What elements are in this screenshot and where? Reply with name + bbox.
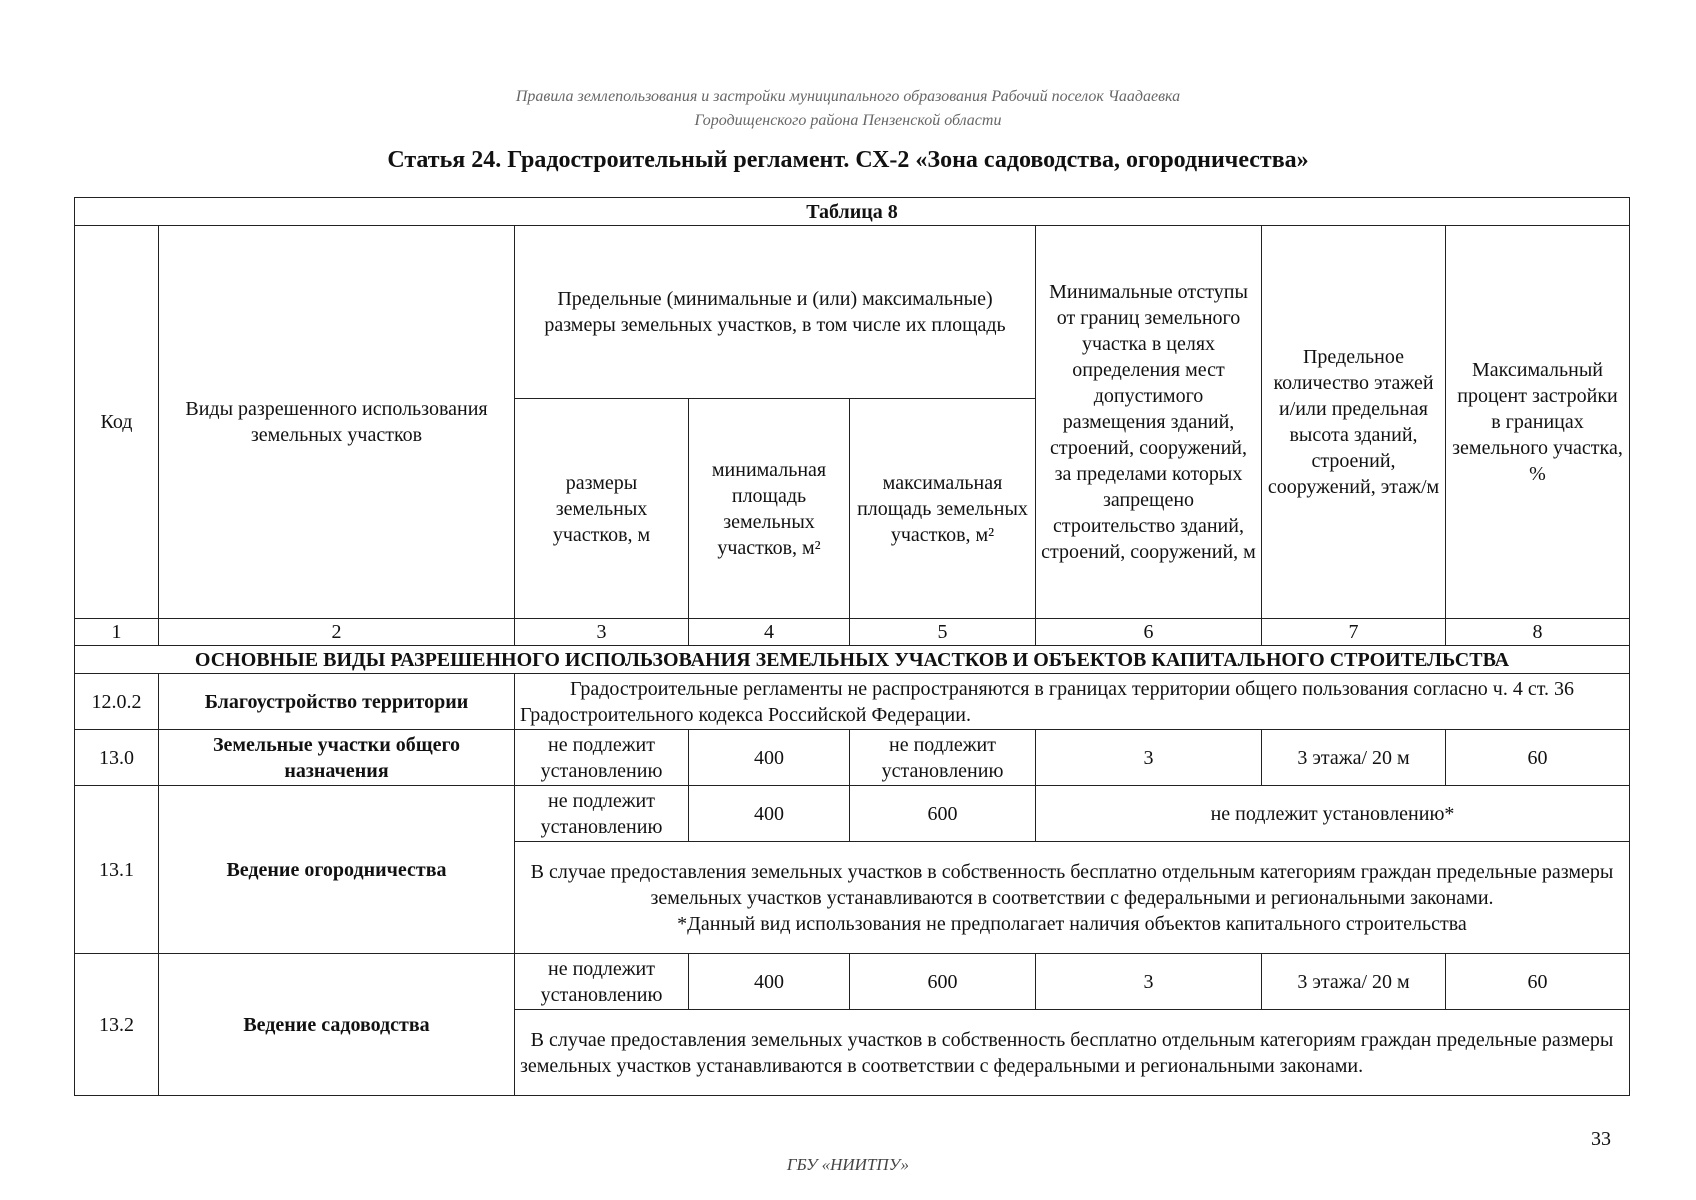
column-number: 2	[159, 619, 515, 646]
row-merged-value: не подлежит установлению*	[1036, 786, 1630, 842]
row-sizes: не подлежит установлению	[515, 954, 689, 1010]
row-max-area: 600	[850, 786, 1036, 842]
section-title: ОСНОВНЫЕ ВИДЫ РАЗРЕШЕННОГО ИСПОЛЬЗОВАНИЯ ЗЕМЕЛЬНЫХ УЧАСТКОВ И ОБЪЕКТОВ КАПИТАЛЬНОГО СТРОИТЕЛЬСТВА	[75, 646, 1630, 674]
row-code: 13.1	[75, 786, 159, 954]
page-number: 33	[1591, 1128, 1611, 1150]
section-row	[75, 646, 1630, 674]
header-sizes: размеры земельных участков, м	[515, 399, 689, 619]
row-coverage: 60	[1446, 954, 1630, 1010]
column-number: 3	[515, 619, 689, 646]
table-row	[75, 730, 1630, 786]
header-row	[75, 226, 1630, 399]
row-min-area: 400	[689, 954, 850, 1010]
header-min-area: минимальная площадь земельных участков, м²	[689, 399, 850, 619]
header-floors: Предельное количество этажей и/или предельная высота зданий, строений, сооружений, этаж/м	[1262, 226, 1446, 619]
column-number: 4	[689, 619, 850, 646]
row-use-name: Благоустройство территории	[159, 674, 515, 730]
row-code: 12.0.2	[75, 674, 159, 730]
column-number: 7	[1262, 619, 1446, 646]
column-numbers-row	[75, 619, 1630, 646]
header-max-area: максимальная площадь земельных участков, м²	[850, 399, 1036, 619]
running-header-line-2: Городищенского района Пензенской области	[694, 112, 1002, 129]
column-number: 8	[1446, 619, 1630, 646]
row-use-name: Земельные участки общего назначения	[159, 730, 515, 786]
row-min-area: 400	[689, 730, 850, 786]
row-use-name: Ведение садоводства	[159, 954, 515, 1096]
header-use-types: Виды разрешенного использования земельных участков	[159, 226, 515, 619]
row-footnote-text: *Данный вид использования не предполагает наличия объектов капитального строительства	[677, 912, 1467, 935]
row-code: 13.0	[75, 730, 159, 786]
row-note: В случае предоставления земельных участков в собственность бесплатно отдельным категориям граждан предельные размеры земельных участков устанавливаются в соответствии с федеральными и региональными законами.	[515, 1010, 1630, 1096]
row-max-area: не подлежит установлению	[850, 730, 1036, 786]
row-note: Градостроительные регламенты не распространяются в границах территории общего пользования согласно ч. 4 ст. 36 Градостроительного кодекса Российской Федерации.	[515, 674, 1630, 730]
header-setbacks: Минимальные отступы от границ земельного участка в целях определения мест допустимого размещения зданий, строений, сооружений, за пределами которых запрещено строительство зданий, строений, сооружений, м	[1036, 226, 1262, 619]
row-use-name: Ведение огородничества	[159, 786, 515, 954]
regulation-table	[74, 197, 1630, 1096]
header-code: Код	[75, 226, 159, 619]
row-coverage: 60	[1446, 730, 1630, 786]
row-setbacks: 3	[1036, 730, 1262, 786]
row-floors: 3 этажа/ 20 м	[1262, 730, 1446, 786]
row-sizes: не подлежит установлению	[515, 786, 689, 842]
table-row	[75, 954, 1630, 1010]
page-footer: ГБУ «НИИТПУ»	[786, 1155, 910, 1174]
caption-row	[75, 198, 1630, 226]
row-code: 13.2	[75, 954, 159, 1096]
row-setbacks: 3	[1036, 954, 1262, 1010]
row-floors: 3 этажа/ 20 м	[1262, 954, 1446, 1010]
table-caption: Таблица 8	[75, 198, 1630, 226]
row-max-area: 600	[850, 954, 1036, 1010]
column-number: 1	[75, 619, 159, 646]
running-header-line-1: Правила землепользования и застройки муниципального образования Рабочий поселок Чаадаевка	[515, 88, 1181, 105]
row-note	[515, 842, 1630, 954]
article-title: Статья 24. Градостроительный регламент. СХ-2 «Зона садоводства, огородничества»	[387, 147, 1309, 173]
row-note-text: В случае предоставления земельных участков в собственность бесплатно отдельным категориям граждан предельные размеры земельных участков устанавливаются в соответствии с федеральными и региональными законами.	[530, 860, 1614, 909]
row-min-area: 400	[689, 786, 850, 842]
table-row	[75, 786, 1630, 842]
row-sizes: не подлежит установлению	[515, 730, 689, 786]
column-number: 6	[1036, 619, 1262, 646]
table-row	[75, 674, 1630, 730]
header-coverage: Максимальный процент застройки в границах земельного участка, %	[1446, 226, 1630, 619]
column-number: 5	[850, 619, 1036, 646]
header-limits-group: Предельные (минимальные и (или) максимальные) размеры земельных участков, в том числе их площадь	[515, 226, 1036, 399]
